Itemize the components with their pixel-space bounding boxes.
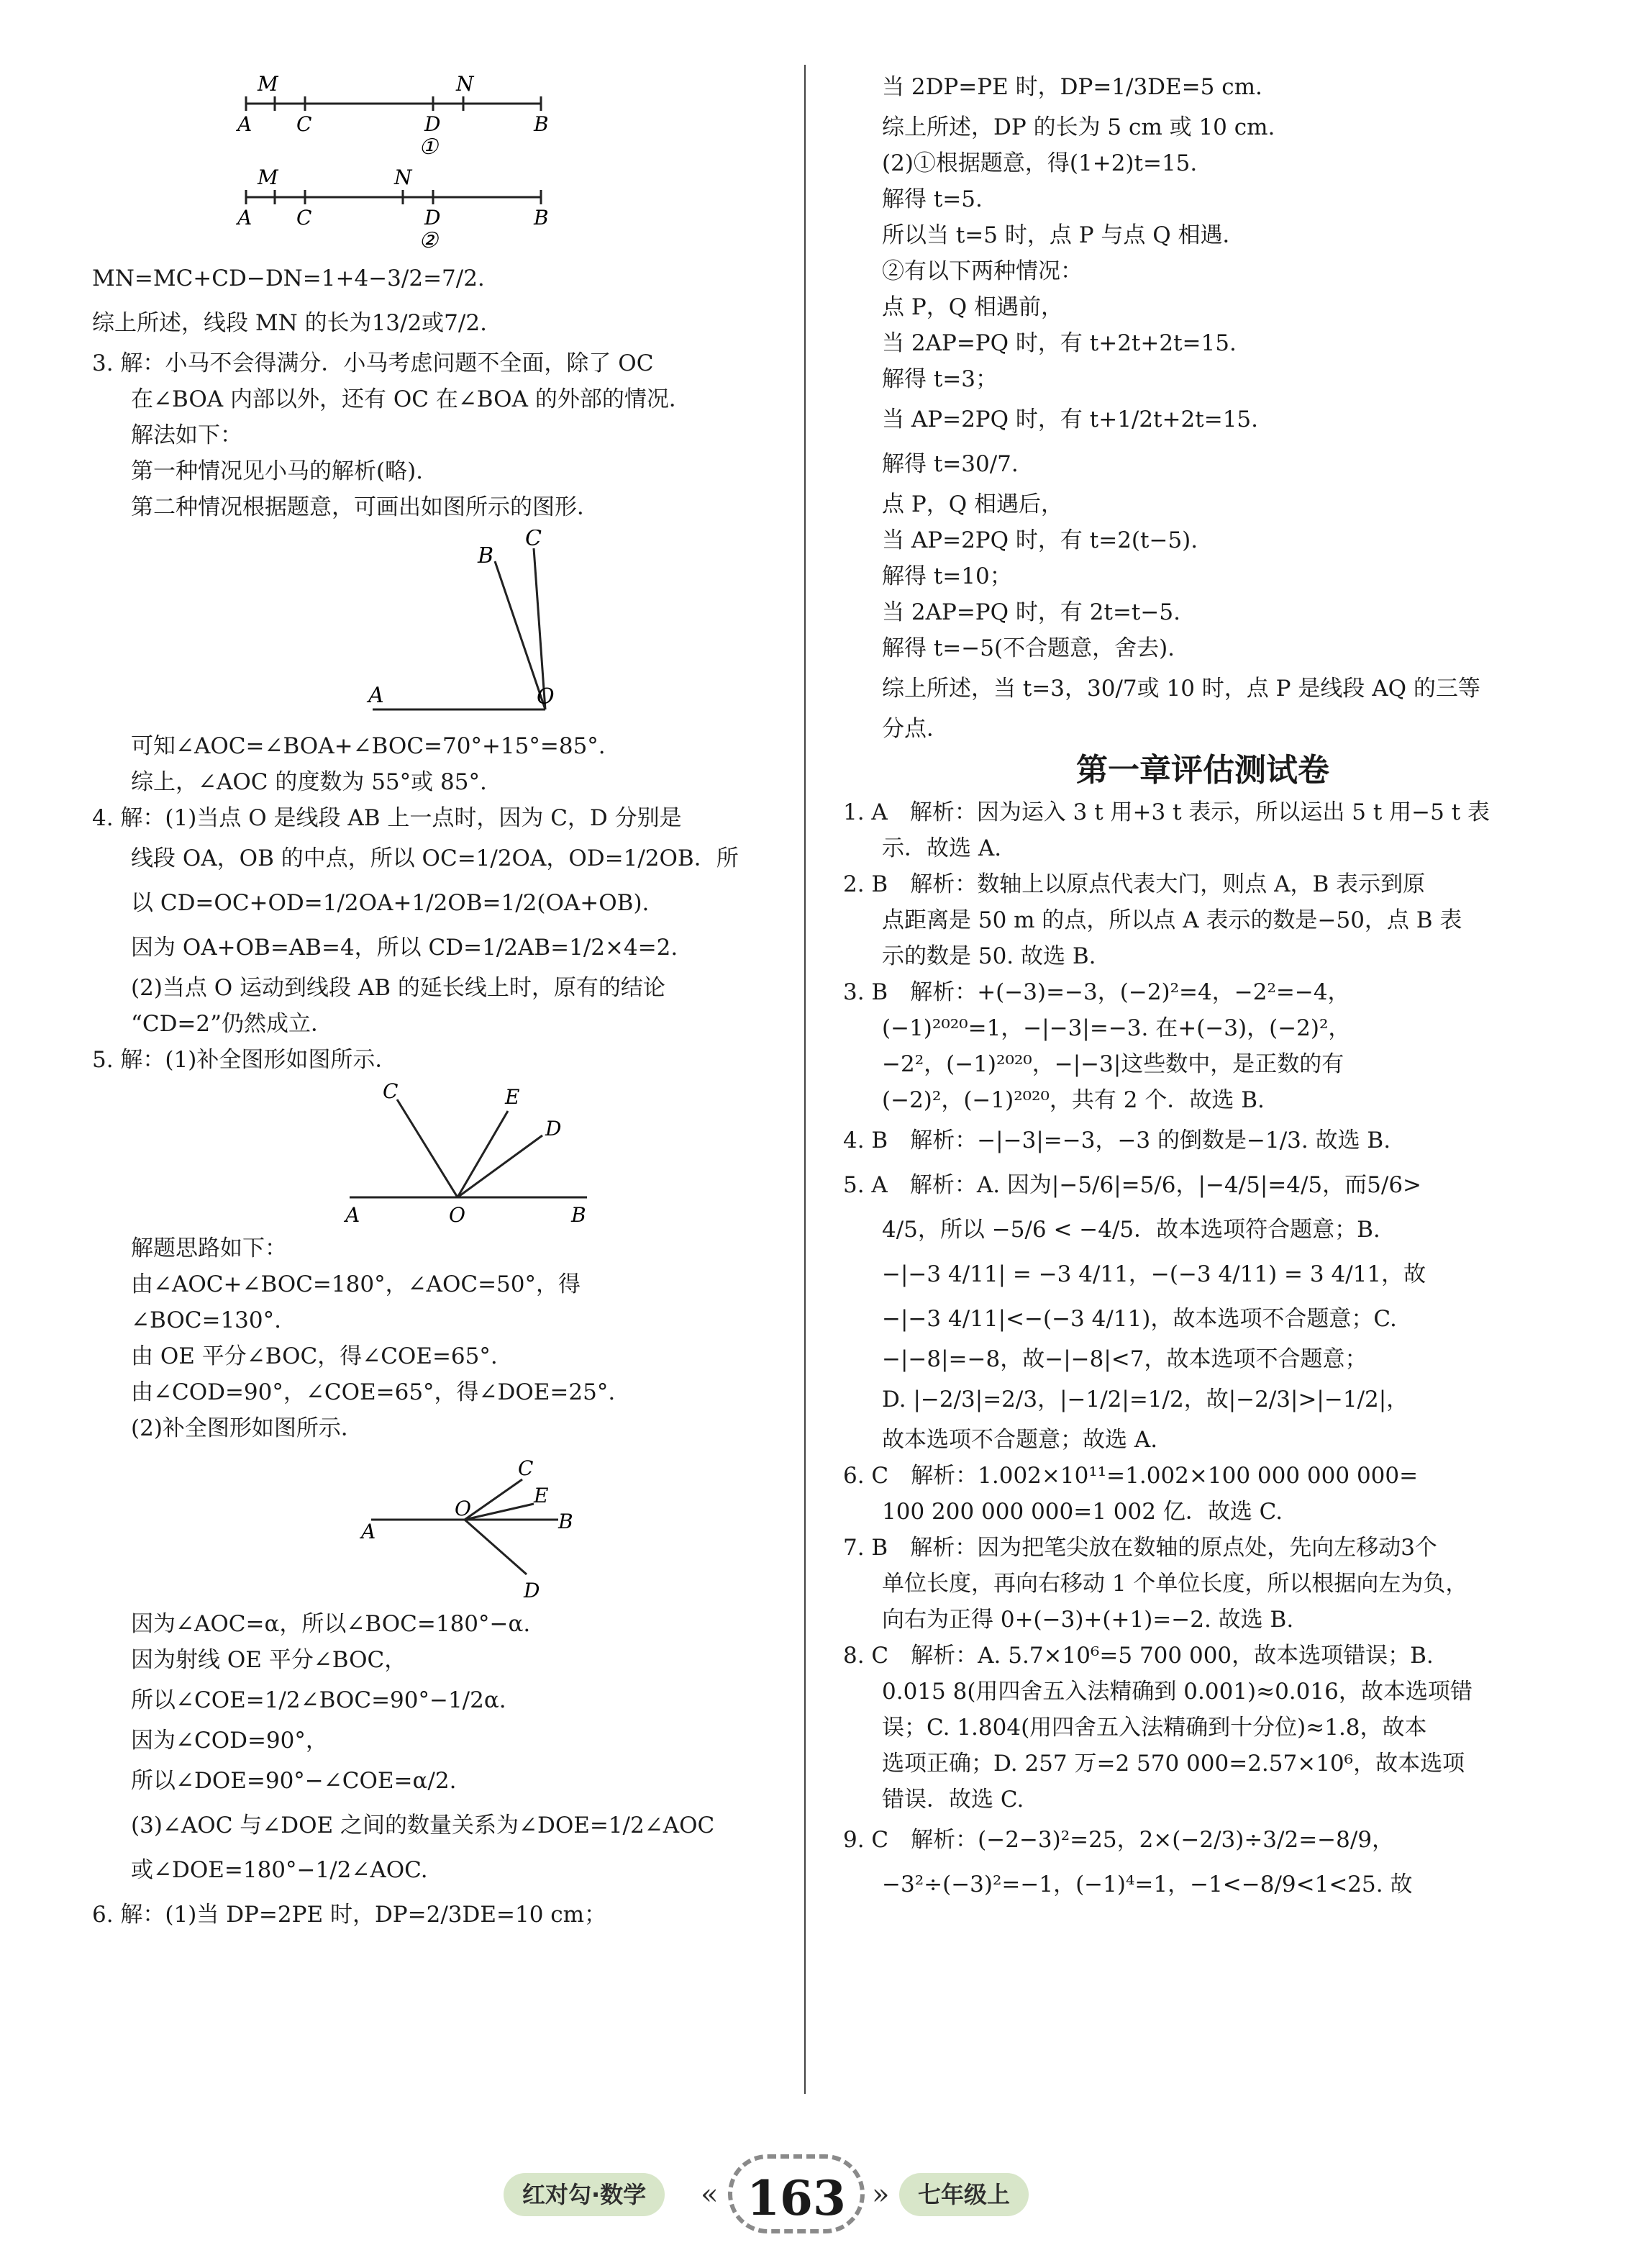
text-line: 2. B 解析：数轴上以原点代表大门，则点 A，B 表示到原 <box>843 871 1426 897</box>
text-line: 单位长度，再向右移动 1 个单位长度，所以根据向左为负， <box>882 1571 1468 1597</box>
text-line: 综上所述，线段 MN 的长为13/2或7/2. <box>92 310 487 336</box>
text-line: −3²÷(−3)²=−1，(−1)⁴=1，−1<−8/9<1<25. 故 <box>882 1872 1413 1897</box>
text-line: 因为∠AOC=α，所以∠BOC=180°−α. <box>131 1611 531 1637</box>
text-line: 示的数是 50. 故选 B. <box>882 943 1096 969</box>
text-line: −|−8|=−8，故−|−8|<7，故本选项不合题意； <box>882 1346 1367 1372</box>
svg-text:D: D <box>424 112 441 136</box>
text-line: 因为 OA+OB=AB=4，所以 CD=1/2AB=1/2×4=2. <box>131 935 678 961</box>
text-line: 所以当 t=5 时，点 P 与点 Q 相遇． <box>882 222 1245 248</box>
svg-text:M: M <box>258 72 278 96</box>
svg-text:A: A <box>368 683 384 708</box>
text-line: 当 2AP=PQ 时，有 2t=t−5. <box>882 599 1180 625</box>
text-line: 点距离是 50 m 的点，所以点 A 表示的数是−50，点 B 表 <box>882 907 1462 933</box>
text-line: (2)①根据题意，得(1+2)t=15. <box>882 150 1198 176</box>
text-line: ∠BOC=130°. <box>131 1307 281 1333</box>
svg-text:A: A <box>237 112 252 136</box>
text-line: 9. C 解析：(−2−3)²=25，2×(−2/3)÷3/2=−8/9， <box>843 1827 1395 1853</box>
text-line: 以 CD=OC+OD=1/2OA+1/2OB=1/2(OA+OB). <box>131 890 650 916</box>
text-line: (2)补全图形如图所示． <box>131 1415 363 1441</box>
svg-text:D: D <box>524 1579 540 1602</box>
text-line: 3. B 解析：+(−3)=−3，(−2)²=4，−2²=−4， <box>843 979 1350 1005</box>
text-line: −|−3 4/11| = −3 4/11，−(−3 4/11) = 3 4/11，故 <box>882 1261 1426 1287</box>
text-line: 所以∠DOE=90°−∠COE=α/2. <box>131 1768 457 1794</box>
text-line: 8. C 解析：A. 5.7×10⁶=5 700 000，故本选项错误；B. <box>843 1643 1434 1669</box>
text-line: 5. 解：(1)补全图形如图所示． <box>92 1047 398 1073</box>
text-line: (−1)²⁰²⁰=1，−|−3|=−3. 在+(−3)，(−2)²， <box>882 1015 1351 1041</box>
text-line: 因为射线 OE 平分∠BOC， <box>131 1647 407 1673</box>
text-line: 点 P，Q 相遇后， <box>882 491 1063 517</box>
svg-text:C: C <box>296 112 312 136</box>
text-line: 当 AP=2PQ 时，有 t+1/2t+2t=15. <box>882 407 1258 432</box>
section-title: 第一章评估测试卷 <box>1076 752 1329 789</box>
text-line: 6. 解：(1)当 DP=2PE 时，DP=2/3DE=10 cm； <box>92 1902 607 1928</box>
text-line: (2)当点 O 运动到线段 AB 的延长线上时，原有的结论 <box>131 975 665 1001</box>
svg-text:B: B <box>571 1203 586 1226</box>
text-line: 故本选项不合题意；故选 A. <box>882 1427 1158 1453</box>
text-line: 向右为正得 0+(−3)+(+1)=−2. 故选 B. <box>882 1607 1294 1633</box>
column-divider <box>804 65 806 2094</box>
text-line: 1. A 解析：因为运入 3 t 用+3 t 表示，所以运出 5 t 用−5 t 表 <box>843 799 1490 825</box>
text-line: 选项正确；D. 257 万=2 570 000=2.57×10⁶，故本选项 <box>882 1751 1465 1777</box>
fig2-caption: ② <box>419 228 438 252</box>
text-line: 点 P，Q 相遇前， <box>882 294 1063 320</box>
text-line: 综上，∠AOC 的度数为 55°或 85°. <box>131 769 487 795</box>
left-chevron-icon: « <box>701 2178 719 2211</box>
text-line: 4. B 解析：−|−3|=−3，−3 的倒数是−1/3. 故选 B. <box>843 1128 1391 1153</box>
text-line: 误；C. 1.804(用四舍五入法精确到十分位)≈1.8，故本 <box>882 1715 1427 1741</box>
text-line: 解题思路如下： <box>131 1235 287 1261</box>
svg-text:N: N <box>394 165 412 189</box>
text-line: 分点． <box>882 716 949 742</box>
text-line: 线段 OA，OB 的中点，所以 OC=1/2OA，OD=1/2OB．所 <box>131 845 739 871</box>
text-line: −|−3 4/11|<−(−3 4/11)，故本选项不合题意；C. <box>882 1306 1397 1332</box>
text-line: 当 2DP=PE 时，DP=1/3DE=5 cm. <box>882 74 1262 100</box>
text-line: 第一种情况见小马的解析(略). <box>131 458 424 484</box>
text-line: 解得 t=5. <box>882 186 983 212</box>
text-line: 当 2AP=PQ 时，有 t+2t+2t=15. <box>882 330 1237 356</box>
svg-text:M: M <box>258 165 278 189</box>
text-line: 在∠BOA 内部以外，还有 OC 在∠BOA 的外部的情况． <box>131 386 691 412</box>
svg-text:C: C <box>525 530 542 551</box>
text-line: 6. C 解析：1.002×10¹¹=1.002×100 000 000 000= <box>843 1463 1419 1489</box>
text-line: 错误．故选 C. <box>882 1787 1024 1813</box>
angle-figure-q5-2 <box>92 1451 797 1602</box>
text-line: 100 200 000 000=1 002 亿．故选 C. <box>882 1499 1283 1525</box>
text-line: 0.015 8(用四舍五入法精确到 0.001)≈0.016，故本选项错 <box>882 1679 1473 1705</box>
page-number: 163 <box>728 2154 865 2233</box>
text-line: MN=MC+CD−DN=1+4−3/2=7/2. <box>92 266 485 291</box>
right-column <box>843 65 1562 1907</box>
text-line: 3. 解：小马不会得满分．小马考虑问题不全面，除了 OC <box>92 350 654 376</box>
angle-figure-q5-1 <box>92 1082 797 1226</box>
svg-text:E: E <box>505 1085 520 1109</box>
text-line: ②有以下两种情况： <box>882 258 1083 284</box>
text-line: D. |−2/3|=2/3，|−1/2|=1/2，故|−2/3|>|−1/2|， <box>882 1387 1409 1412</box>
svg-text:O: O <box>455 1497 471 1520</box>
segment-figure-1 <box>92 69 797 158</box>
svg-text:A: A <box>345 1203 360 1226</box>
grade-label: 七年级上 <box>899 2173 1029 2216</box>
text-line: 7. B 解析：因为把笔尖放在数轴的原点处，先向左移动3个 <box>843 1535 1437 1561</box>
fig1-caption: ① <box>419 135 438 158</box>
left-column <box>92 65 797 1937</box>
svg-text:B: B <box>534 112 549 136</box>
svg-text:A: A <box>237 206 252 230</box>
text-line: 解得 t=−5(不合题意，舍去). <box>882 635 1175 661</box>
svg-text:B: B <box>478 543 494 568</box>
text-line: (3)∠AOC 与∠DOE 之间的数量关系为∠DOE=1/2∠AOC <box>131 1813 715 1838</box>
svg-text:O: O <box>537 684 555 709</box>
right-chevron-icon: » <box>872 2178 890 2211</box>
text-line: 可知∠AOC=∠BOA+∠BOC=70°+15°=85°. <box>131 733 606 759</box>
text-line: 所以∠COE=1/2∠BOC=90°−1/2α. <box>131 1687 506 1713</box>
svg-text:D: D <box>424 206 441 230</box>
svg-text:O: O <box>449 1203 465 1226</box>
text-line: 示．故选 A. <box>882 835 1002 861</box>
text-line: 因为∠COD=90°， <box>131 1728 328 1754</box>
segment-figure-2 <box>92 163 797 252</box>
text-line: −2²，(−1)²⁰²⁰，−|−3|这些数中，是正数的有 <box>882 1051 1344 1077</box>
text-line: 解得 t=10； <box>882 563 1012 589</box>
text-line: 由∠COD=90°，∠COE=65°，得∠DOE=25°. <box>131 1379 616 1405</box>
page-footer <box>0 2144 1643 2238</box>
text-line: (−2)²，(−1)²⁰²⁰，共有 2 个．故选 B. <box>882 1087 1265 1113</box>
text-line: 4. 解：(1)当点 O 是线段 AB 上一点时，因为 C，D 分别是 <box>92 805 682 831</box>
svg-text:C: C <box>383 1082 399 1103</box>
text-line: 由∠AOC+∠BOC=180°，∠AOC=50°，得 <box>131 1271 581 1297</box>
text-line: 解法如下： <box>131 422 242 448</box>
text-line: 4/5，所以 −5/6 < −4/5．故本选项符合题意；B. <box>882 1217 1380 1243</box>
text-line: 解得 t=30/7. <box>882 451 1019 477</box>
text-line: 综上所述，DP 的长为 5 cm 或 10 cm. <box>882 114 1275 140</box>
text-line: “CD=2”仍然成立． <box>131 1011 333 1037</box>
text-line: 综上所述，当 t=3，30/7或 10 时，点 P 是线段 AQ 的三等 <box>882 676 1480 702</box>
angle-figure-q3 <box>92 530 797 724</box>
text-line: 当 AP=2PQ 时，有 t=2(t−5). <box>882 527 1198 553</box>
svg-text:C: C <box>296 206 312 230</box>
text-line: 或∠DOE=180°−1/2∠AOC. <box>131 1857 428 1883</box>
svg-text:C: C <box>518 1456 534 1480</box>
text-line: 解得 t=3； <box>882 366 998 392</box>
svg-text:A: A <box>361 1520 376 1543</box>
svg-text:B: B <box>534 206 549 230</box>
text-line: 第二种情况根据题意，可画出如图所示的图形． <box>131 494 599 520</box>
svg-text:B: B <box>558 1510 573 1533</box>
brand-label: 红对勾·数学 <box>504 2173 665 2216</box>
text-line: 由 OE 平分∠BOC，得∠COE=65°. <box>131 1343 498 1369</box>
text-line: 5. A 解析：A. 因为|−5/6|=5/6，|−4/5|=4/5，而5/6> <box>843 1172 1422 1198</box>
svg-text:N: N <box>456 72 474 96</box>
svg-text:E: E <box>534 1484 549 1507</box>
svg-text:D: D <box>545 1117 562 1140</box>
